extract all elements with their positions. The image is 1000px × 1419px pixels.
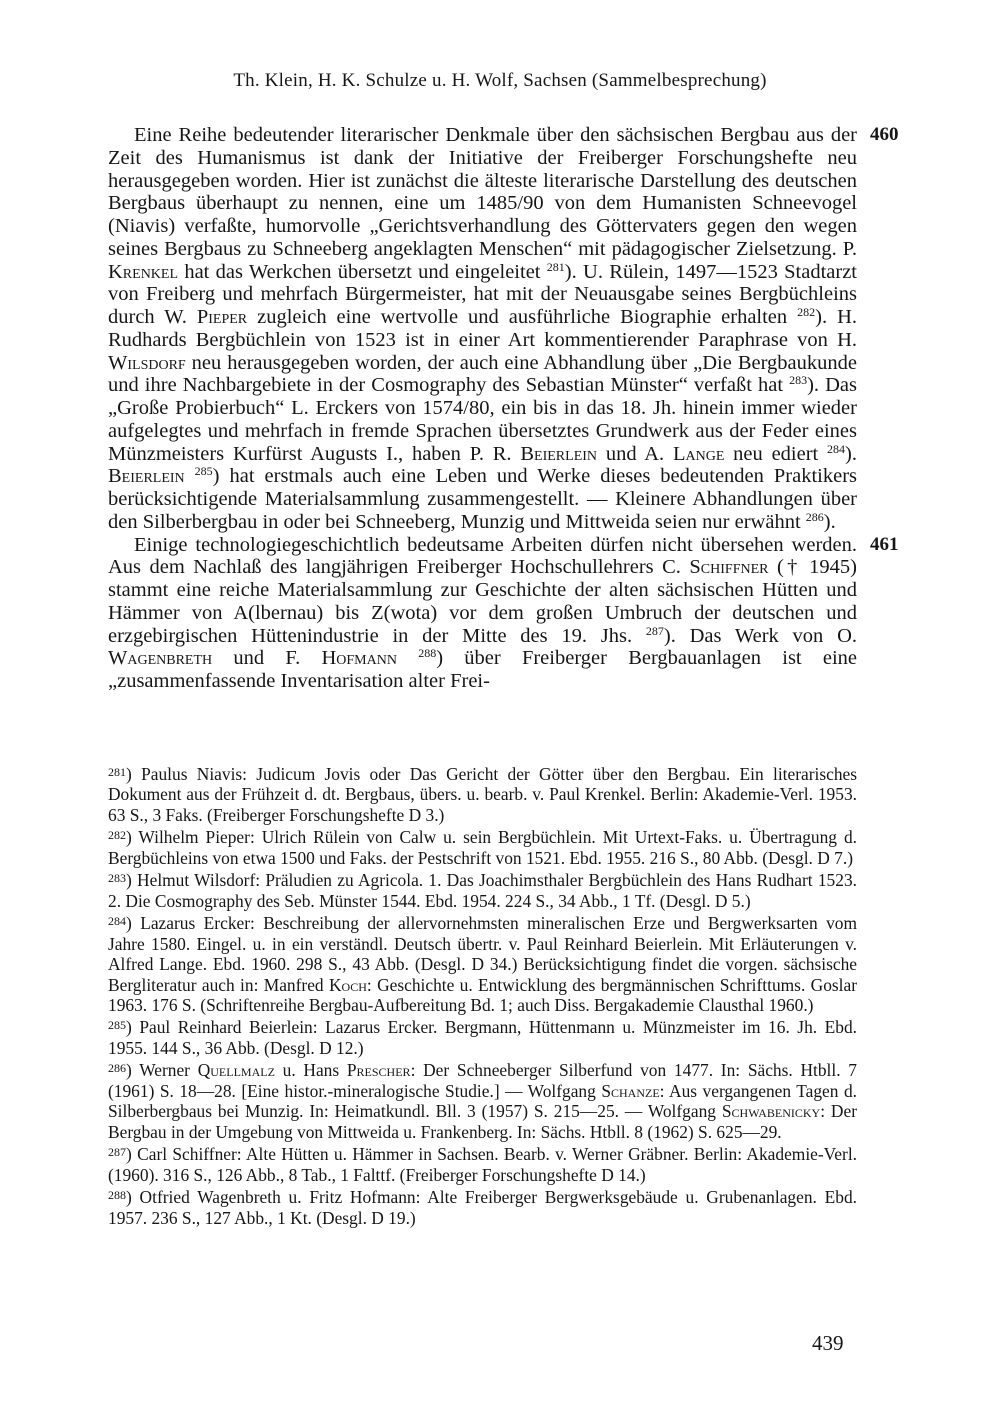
footnote-text: [108, 1187, 857, 1227]
author-name: Schiffner: [689, 556, 769, 579]
footnote-reference: 283: [789, 373, 808, 388]
footnote: $^{285}$) Paul Reinhard Beierlein: Lazarus Ercker. Bergmann, Hüttenmann u. Münzmeister im 16. Jh. Ebd. 1955. 144 S., 36 Abb. (Desgl. D 12.): [108, 1017, 857, 1058]
text-run: Werner: [139, 1060, 198, 1081]
footnote-reference: 286: [805, 509, 824, 524]
text-run: Lazarus Ercker: Beschreibung der allervornehmsten mineralischen Erze und Bergwerksarten vom Jahre 1580. Eingel. u. in ein verständl. Deutsch übertr. v. Paul Reinhard Beierlein. Mit Erläuterungen v. Alfred Lange. Ebd. 1960. 298 S., 43 Abb. (Desgl. D 34.) Berücksichtigung findet die vorgen. sächsische Bergliteratur auch in: Manfred: [108, 913, 857, 995]
text-run: hat das Werkchen übersetzt und eingeleitet: [178, 260, 547, 283]
author-name: Beierlein: [520, 442, 598, 465]
footnote-reference: 282: [797, 305, 816, 319]
author-name: Hofmann: [321, 647, 397, 670]
author-name: Wagenbreth: [108, 647, 213, 670]
author-name: Prescher: [346, 1060, 411, 1081]
text-run: [397, 647, 418, 669]
footnote-reference: 287: [645, 623, 664, 638]
text-run: neu ediert: [724, 442, 828, 465]
marginal-number: 461: [870, 533, 899, 555]
author-name: Wilsdorf: [108, 351, 186, 374]
footnote-reference: 284: [827, 441, 846, 456]
text-run: u. Hans: [274, 1060, 347, 1081]
text-run: Otfried Wagenbreth u. Fritz Hofmann: Alte Freiberger Bergwerksgebäude u. Grubenanlagen. Ebd. 1957. 236 S., 127 Abb., 1 Kt. (Desgl. D 19.): [108, 1187, 857, 1228]
text-run: ).: [845, 442, 857, 465]
text-run: ). Das Werk von O.: [663, 624, 858, 647]
marginal-number: 460: [870, 124, 899, 145]
text-run: neu herausgegeben worden, der auch eine Abhandlung über „Die Bergbaukunde und ihre Nachbargebiete in der Cosmography des Sebastian Münster“ verfaßt hat: [108, 351, 857, 397]
footnote-reference: 288: [418, 646, 437, 661]
author-name: Beierlein: [108, 465, 185, 488]
footnote-text: [108, 764, 857, 825]
footnote: $^{282}$) Wilhelm Pieper: Ulrich Rülein von Calw u. sein Bergbüchlein. Mit Urtext-Faks. u. Übertragung d. Bergbüchleins von etwa 1500 und Faks. der Pestschrift von 1521. Ebd. 1955. 216 S., 80 Abb. (Desgl. D 7.): [108, 827, 857, 868]
text-run: : Aus vergangenen Tagen d. Silberbergbaus bei Munzig. In: Heimatkundl. Bll. 3 (1957) S. 215—25. — Wolfgang: [108, 1080, 857, 1122]
footnote-number: 286: [108, 1061, 126, 1076]
author-name: Schwabenicky: [721, 1101, 821, 1122]
paragraph-461: [108, 533, 899, 693]
author-name: Quellmalz: [197, 1060, 275, 1081]
text-run: und A.: [597, 442, 673, 465]
author-name: Krenkel: [108, 260, 179, 283]
text-run: ).: [823, 510, 836, 533]
text-run: Wilhelm Pieper: Ulrich Rülein von Calw u. sein Bergbüchlein. Mit Urtext-Faks. u. Übertragung d. Bergbüchleins von etwa 1500 und Faks. der Pestschrift von 1521. Ebd. 1955. 216 S., 80 Abb. (Desgl. D 7.): [108, 827, 857, 868]
footnote-number: 282: [108, 828, 126, 843]
text-run: zugleich eine wertvolle und ausführliche Biographie erhalten: [247, 306, 798, 328]
text-run: Paulus Niavis: Judicum Jovis oder Das Gericht der Götter über den Bergbau. Ein literarisches Dokument aus der Frühzeit d. dt. Bergbaus, übers. u. bearb. v. Paul Krenkel. Berlin: Akademie-Verl. 1953. 63 S., 3 Faks. (Freiberger Forschungshefte D 3.): [108, 764, 857, 825]
text-run: Paul Reinhard Beierlein: Lazarus Ercker. Bergmann, Hüttenmann u. Münzmeister im 16. Jh. Ebd. 1955. 144 S., 36 Abb. (Desgl. D 12.): [108, 1017, 857, 1058]
text-run: († 1945) stammt eine reiche Materialsammlung zur Geschichte der alten sächsischen Hütten und Hämmer von A(lbernau) bis Z(wota) vor dem großen Umbruch der deutschen und erzgebirgischen Hüttenindustrie in der Mitte des 19. Jhs.: [108, 556, 857, 647]
footnote-text: [108, 870, 857, 910]
text-run: ) hat erstmals auch eine Leben und Werke dieses bedeutenden Praktikers berücksichtigende Materialsammlung zusammengestellt. — Kleinere Abhandlungen über den Silberbergbau in oder bei Schneeberg, Munzig und Mittweida seien nur erwähnt: [108, 465, 858, 533]
footnote-text: [108, 1017, 857, 1057]
footnote-number: 283: [108, 871, 126, 886]
footnote: $^{286}$) Werner Quellmalz u. Hans Prescher: Der Schneeberger Silberfund von 1477. In: Sächs. Htbll. 7 (1961) S. 18—28. [Eine histor.-mineralogische Studie.] — Wolfgang Schanze: Aus vergangenen Tagen d. Silberbergbaus bei Munzig. In: Heimatkundl. Bll. 3 (1957) S. 215—25. — Wolfgang Schwabenicky: Der Bergbau in der Umgebung von Mittweida u. Frankenberg. In: Sächs. Htbll. 8 (1962) S. 625—29.: [108, 1060, 858, 1142]
text-run: Eine Reihe bedeutender literarischer Denkmale über den sächsischen Bergbau aus der Zeit des Humanismus ist dank der Initiative der Freiberger Forschungshefte neu herausgegeben worden. Hier ist zunächst die älteste literarische Darstellung des deutschen Bergbaus überhaupt zu nennen, eine um 1485/90 von dem Humanisten Schneevogel (Niavis) verfaßte, humorvolle „Gerichtsverhandlung des Göttervaters gegen den wegen seines Bergbaus zu Schneeberg angeklagten Menschen“ mit pädagogischer Zielsetzung. P.: [108, 124, 857, 260]
footnote: $^{283}$) Helmut Wilsdorf: Präludien zu Agricola. 1. Das Joachimsthaler Bergbüchlein des Hans Rudhart 1523. 2. Die Cosmography des Seb. Münster 1544. Ebd. 1954. 224 S., 34 Abb., 1 Tf. (Desgl. D 5.): [108, 870, 857, 911]
footnote-number: 288: [108, 1188, 126, 1203]
footnote-text: [108, 913, 857, 1015]
footnote-reference: 285: [194, 464, 213, 479]
text-run: Helmut Wilsdorf: Präludien zu Agricola. 1. Das Joachimsthaler Bergbüchlein des Hans Rudhart 1523. 2. Die Cosmography des Seb. Münster 1544. Ebd. 1954. 224 S., 34 Abb., 1 Tf. (Desgl. D 5.): [108, 870, 857, 911]
footnote-text: [108, 1144, 857, 1184]
footnote-text: [108, 1060, 857, 1141]
author-name: Lange: [672, 442, 725, 465]
text-run: Carl Schiffner: Alte Hütten u. Hämmer in Sachsen. Bearb. v. Werner Gräbner. Berlin: Akademie-Verl. (1960). 316 S., 126 Abb., 8 Tab., 1 Falttf. (Freiberger Forschungshefte D 14.): [108, 1144, 857, 1185]
author-name: Koch: [328, 974, 367, 995]
footnote-number: 281: [108, 765, 126, 779]
footnote-number: 284: [108, 914, 126, 929]
footnote: $^{287}$) Carl Schiffner: Alte Hütten u. Hämmer in Sachsen. Bearb. v. Werner Gräbner. Berlin: Akademie-Verl. (1960). 316 S., 126 Abb., 8 Tab., 1 Falttf. (Freiberger Forschungshefte D 14.): [108, 1144, 857, 1185]
text-run: ). U. Rülein, 1497—1523 Stadtarzt von Freiberg und mehrfach Bürgermeister, hat mit der Neuausgabe seines Bergbüchleins durch W.: [108, 260, 858, 328]
text-run: ). Das „Große Probierbuch“ L. Erckers von 1574/80, ein bis in das 18. Jh. hinein immer wieder aufgelegtes und mehrfach in fremde Sprachen übersetztes Grundwerk aus der Feder eines Münzmeisters Kurfürst Augusts I., haben P. R.: [108, 374, 857, 465]
body-text: [108, 124, 899, 693]
text-run: und F.: [212, 647, 322, 670]
text-run: : Der Schneeberger Silberfund von 1477. In: Sächs. Htbll. 7 (1961) S. 18—28. [Eine histor.-mineralogische Studie.] — Wolfgang: [108, 1060, 857, 1101]
paragraph-text: [108, 534, 857, 693]
page-number: 439: [812, 1331, 844, 1355]
text-run: : Der Bergbau in der Umgebung von Mittweida u. Frankenberg. In: Sächs. Htbll. 8 (1962) S. 625—29.: [108, 1101, 858, 1142]
text-run: ). H. Rudhards Bergbüchlein von 1523 ist in einer Art kommentierender Paraphrase von H.: [108, 306, 857, 351]
footnote-number: 285: [108, 1018, 126, 1033]
footnote-number: 287: [108, 1145, 126, 1160]
text-run: Einige technologiegeschichtlich bedeutsame Arbeiten dürfen nicht übersehen werden. Aus dem Nachlaß des langjährigen Freiberger Hochschullehrers C.: [108, 533, 857, 579]
footnotes: [108, 762, 857, 1228]
footnote: $^{288}$) Otfried Wagenbreth u. Fritz Hofmann: Alte Freiberger Bergwerksgebäude u. Grubenanlagen. Ebd. 1957. 236 S., 127 Abb., 1 Kt. (Desgl. D 19.): [108, 1187, 857, 1228]
paragraph-460: [108, 124, 899, 534]
running-head: Th. Klein, H. K. Schulze u. H. Wolf, Sachsen (Sammelbesprechung): [233, 70, 767, 91]
footnote: $^{281}$) Paulus Niavis: Judicum Jovis oder Das Gericht der Götter über den Bergbau. Ein literarisches Dokument aus der Frühzeit d. dt. Bergbaus, übers. u. bearb. v. Paul Krenkel. Berlin: Akademie-Verl. 1953. 63 S., 3 Faks. (Freiberger Forschungshefte D 3.): [108, 764, 857, 825]
text-run: ) über Freiberger Bergbauanlagen ist eine „zusammenfassende Inventarisation alter Frei-: [108, 647, 858, 692]
paragraph-text: [108, 124, 857, 533]
text-run: : Geschichte u. Entwicklung des bergmännischen Schrifttums. Goslar 1963. 176 S. (Schriftenreihe Bergbau-Aufbereitung Bd. 1; auch Diss. Bergakademie Clausthal 1960.): [108, 974, 858, 1015]
author-name: Pieper: [196, 306, 248, 328]
author-name: Schanze: [601, 1080, 660, 1101]
footnote-text: [108, 827, 857, 867]
footnote: $^{284}$) Lazarus Ercker: Beschreibung der allervornehmsten mineralischen Erze und Bergwerksarten vom Jahre 1580. Eingel. u. in ein verständl. Deutsch übertr. v. Paul Reinhard Beierlein. Mit Erläuterungen v. Alfred Lange. Ebd. 1960. 298 S., 43 Abb. (Desgl. D 34.) Berücksichtigung findet die vorgen. sächsische Bergliteratur auch in: Manfred Koch: Geschichte u. Entwicklung des bergmännischen Schrifttums. Goslar 1963. 176 S. (Schriftenreihe Bergbau-Aufbereitung Bd. 1; auch Diss. Bergakademie Clausthal 1960.): [108, 913, 858, 1015]
text-run: [185, 465, 195, 487]
footnote-reference: 281: [546, 259, 565, 274]
